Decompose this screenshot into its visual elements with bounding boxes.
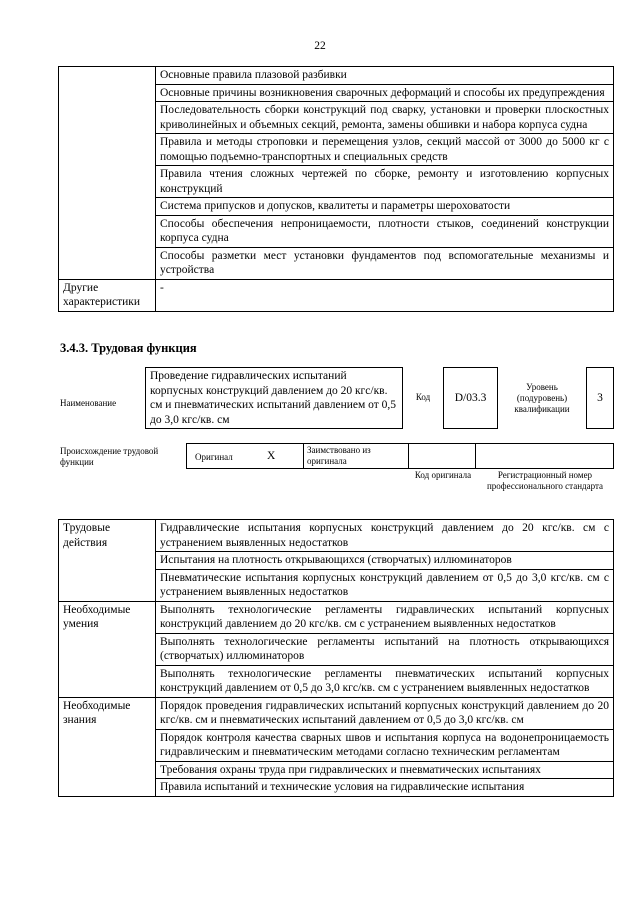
knowledge-item: Требования охраны труда при гидравлических и пневматических испытаниях [156, 761, 614, 779]
skill-item: Выполнять технологические регламенты испытаний на плотность открывающихся (створчатых) иллюминаторов [156, 633, 614, 665]
action-item: Гидравлические испытания корпусных конструкций давлением до 20 кгс/кв. см с устранением выявленных недостатков [156, 520, 614, 552]
code-value: D/03.3 [443, 367, 498, 429]
original-label: Оригинал [195, 452, 233, 462]
row-label-other: Другие характеристики [59, 279, 156, 311]
row-label [59, 67, 156, 280]
row-label-skills: Необходимые умения [59, 601, 156, 697]
knowledge-item: Основные причины возникновения сварочных деформаций и способы их предупреждения [156, 84, 614, 102]
knowledge-item: Последовательность сборки конструкций под сварку, установки и проверки плоскостных криволинейных и объемных секций, ремонта, замены обшивки и набора корпуса судна [156, 102, 614, 134]
name-label: Наименование [60, 397, 117, 408]
action-item: Испытания на плотность открывающихся (створчатых) иллюминаторов [156, 552, 614, 570]
knowledge-item: Порядок контроля качества сварных швов и испытания корпуса на водонепроницаемость гидравлическим и пневматическим методами согласно техническим регламентам [156, 729, 614, 761]
table-row [59, 697, 614, 729]
row-label-actions: Трудовые действия [59, 520, 156, 602]
knowledge-table-continued [58, 66, 614, 312]
knowledge-item: Основные правила плазовой разбивки [156, 67, 614, 85]
table-row [59, 67, 614, 85]
original-mark: X [267, 450, 276, 462]
code-original-caption: Код оригинала [414, 470, 472, 480]
table-row [59, 601, 614, 633]
borrowed-label: Заимствовано из оригинала [303, 443, 409, 469]
page-number: 22 [314, 40, 326, 52]
knowledge-item: Правила чтения сложных чертежей по сборке, ремонту и изготовлению корпусных конструкций [156, 166, 614, 198]
code-original-cell [408, 443, 476, 469]
action-item: Пневматические испытания корпусных конструкций давлением от 0,5 до 3,0 кгс/кв. см с устранением выявленных недостатков [156, 569, 614, 601]
section-title: 3.4.3. Трудовая функция [60, 341, 197, 355]
table-row [59, 279, 614, 311]
origin-label: Происхождение трудовой функции [60, 446, 159, 467]
knowledge-item: Правила испытаний и технические условия на гидравлические испытания [156, 779, 614, 797]
knowledge-item: Способы обеспечения непроницаемости, плотности стыков, соединений конструкции корпуса судна [156, 215, 614, 247]
skill-item: Выполнять технологические регламенты гидравлических испытаний корпусных конструкций давлением до 20 кгс/кв. см с устранением выявленных недостатков [156, 601, 614, 633]
row-label-knowledge: Необходимые знания [59, 697, 156, 796]
knowledge-item: Порядок проведения гидравлических испытаний корпусных конструкций давлением до 20 кгс/кв. см и пневматических испытаний давлением от 0,5 до 3,0 кгс/кв. см [156, 697, 614, 729]
knowledge-item: Способы разметки мест установки фундаментов под вспомогательные механизмы и устройства [156, 247, 614, 279]
function-name: Проведение гидравлических испытаний корпусных конструкций давлением до 20 кгс/кв. см и пневматических испытаний давлением от 0,5 до 3,0 кгс/кв. см [145, 367, 403, 429]
level-label: Уровень (подуровень) квалификации [514, 381, 570, 414]
reg-number-caption: Регистрационный номер профессионального стандарта [486, 470, 604, 491]
table-row [59, 520, 614, 552]
knowledge-item: Правила и методы строповки и перемещения узлов, секций массой от 3000 до 5000 кг с помощью подъемно-транспортных и специальных средств [156, 134, 614, 166]
skill-item: Выполнять технологические регламенты пневматических испытаний корпусных конструкций давлением от 0,5 до 3,0 кгс/кв. см с устранением выявленных недостатков [156, 665, 614, 697]
knowledge-item: Система припусков и допусков, квалитеты и параметры шероховатости [156, 198, 614, 216]
function-details-table [58, 519, 614, 797]
code-label: Код [415, 391, 431, 402]
original-box [186, 443, 304, 469]
other-characteristics-value: - [156, 279, 614, 311]
level-value: 3 [586, 367, 614, 429]
reg-number-cell [475, 443, 614, 469]
